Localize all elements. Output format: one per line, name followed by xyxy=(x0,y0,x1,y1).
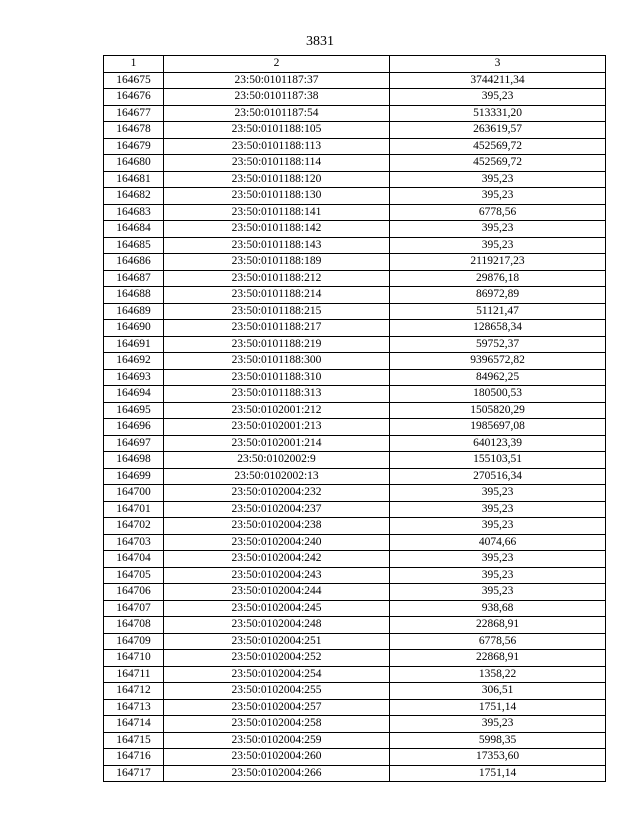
row-number-cell: 164698 xyxy=(104,452,164,469)
cadastral-number-cell: 23:50:0102004:245 xyxy=(164,600,390,617)
table-header xyxy=(104,56,606,73)
table-row xyxy=(104,386,606,403)
cadastral-number-cell: 23:50:0102004:244 xyxy=(164,584,390,601)
value-cell: 395,23 xyxy=(390,501,606,518)
cadastral-number-cell: 23:50:0102004:259 xyxy=(164,732,390,749)
row-number-cell: 164700 xyxy=(104,485,164,502)
cadastral-number-cell: 23:50:0102002:9 xyxy=(164,452,390,469)
value-cell: 4074,66 xyxy=(390,534,606,551)
row-number-cell: 164704 xyxy=(104,551,164,568)
cadastral-number-cell: 23:50:0102004:257 xyxy=(164,699,390,716)
row-number-cell: 164699 xyxy=(104,468,164,485)
cadastral-number-cell: 23:50:0102004:260 xyxy=(164,749,390,766)
row-number-cell: 164687 xyxy=(104,270,164,287)
cadastral-number-cell: 23:50:0102004:258 xyxy=(164,716,390,733)
table-row xyxy=(104,320,606,337)
cadastral-number-cell: 23:50:0102001:213 xyxy=(164,419,390,436)
table-row xyxy=(104,600,606,617)
row-number-cell: 164677 xyxy=(104,105,164,122)
row-number-cell: 164705 xyxy=(104,567,164,584)
row-number-cell: 164713 xyxy=(104,699,164,716)
value-cell: 395,23 xyxy=(390,551,606,568)
value-cell: 395,23 xyxy=(390,584,606,601)
table-row xyxy=(104,765,606,782)
row-number-cell: 164711 xyxy=(104,666,164,683)
table-row xyxy=(104,650,606,667)
row-number-cell: 164685 xyxy=(104,237,164,254)
value-cell: 22868,91 xyxy=(390,650,606,667)
table-row xyxy=(104,402,606,419)
row-number-cell: 164706 xyxy=(104,584,164,601)
table-row xyxy=(104,501,606,518)
table-row xyxy=(104,254,606,271)
table-row xyxy=(104,633,606,650)
table-row xyxy=(104,666,606,683)
value-cell: 2119217,23 xyxy=(390,254,606,271)
row-number-cell: 164684 xyxy=(104,221,164,238)
value-cell: 270516,34 xyxy=(390,468,606,485)
value-cell: 395,23 xyxy=(390,221,606,238)
table-row xyxy=(104,534,606,551)
table-row xyxy=(104,567,606,584)
column-header-3: 3 xyxy=(390,56,606,73)
row-number-cell: 164701 xyxy=(104,501,164,518)
cadastral-number-cell: 23:50:0102004:243 xyxy=(164,567,390,584)
row-number-cell: 164712 xyxy=(104,683,164,700)
row-number-cell: 164709 xyxy=(104,633,164,650)
table-row xyxy=(104,270,606,287)
cadastral-number-cell: 23:50:0101188:120 xyxy=(164,171,390,188)
value-cell: 452569,72 xyxy=(390,138,606,155)
table-row xyxy=(104,353,606,370)
row-number-cell: 164708 xyxy=(104,617,164,634)
cadastral-number-cell: 23:50:0101187:54 xyxy=(164,105,390,122)
value-cell: 395,23 xyxy=(390,171,606,188)
value-cell: 938,68 xyxy=(390,600,606,617)
value-cell: 1751,14 xyxy=(390,765,606,782)
cadastral-number-cell: 23:50:0102004:248 xyxy=(164,617,390,634)
table-row xyxy=(104,369,606,386)
value-cell: 395,23 xyxy=(390,237,606,254)
table-row xyxy=(104,188,606,205)
cadastral-number-cell: 23:50:0101187:37 xyxy=(164,72,390,89)
cadastral-number-cell: 23:50:0102004:251 xyxy=(164,633,390,650)
row-number-cell: 164692 xyxy=(104,353,164,370)
cadastral-number-cell: 23:50:0101188:300 xyxy=(164,353,390,370)
value-cell: 9396572,82 xyxy=(390,353,606,370)
page-number: 3831 xyxy=(306,34,334,49)
table-row xyxy=(104,237,606,254)
value-cell: 640123,39 xyxy=(390,435,606,452)
table-row xyxy=(104,171,606,188)
row-number-cell: 164682 xyxy=(104,188,164,205)
row-number-cell: 164691 xyxy=(104,336,164,353)
table-row xyxy=(104,716,606,733)
cadastral-number-cell: 23:50:0101188:212 xyxy=(164,270,390,287)
row-number-cell: 164678 xyxy=(104,122,164,139)
cadastral-number-cell: 23:50:0101188:219 xyxy=(164,336,390,353)
cadastral-number-cell: 23:50:0102004:240 xyxy=(164,534,390,551)
table-row xyxy=(104,419,606,436)
table-row xyxy=(104,683,606,700)
cadastral-number-cell: 23:50:0102004:266 xyxy=(164,765,390,782)
table-row xyxy=(104,155,606,172)
row-number-cell: 164693 xyxy=(104,369,164,386)
cadastral-number-cell: 23:50:0102002:13 xyxy=(164,468,390,485)
row-number-cell: 164683 xyxy=(104,204,164,221)
value-cell: 395,23 xyxy=(390,567,606,584)
table-row xyxy=(104,138,606,155)
table-row xyxy=(104,551,606,568)
value-cell: 6778,56 xyxy=(390,633,606,650)
cadastral-number-cell: 23:50:0101188:217 xyxy=(164,320,390,337)
header-row xyxy=(104,56,606,73)
row-number-cell: 164696 xyxy=(104,419,164,436)
cadastral-number-cell: 23:50:0101188:143 xyxy=(164,237,390,254)
row-number-cell: 164690 xyxy=(104,320,164,337)
value-cell: 395,23 xyxy=(390,188,606,205)
table-row xyxy=(104,89,606,106)
table-row xyxy=(104,617,606,634)
cadastral-number-cell: 23:50:0101188:215 xyxy=(164,303,390,320)
row-number-cell: 164681 xyxy=(104,171,164,188)
value-cell: 51121,47 xyxy=(390,303,606,320)
table-row xyxy=(104,749,606,766)
value-cell: 29876,18 xyxy=(390,270,606,287)
table-row xyxy=(104,221,606,238)
value-cell: 306,51 xyxy=(390,683,606,700)
table-row xyxy=(104,584,606,601)
table-row xyxy=(104,468,606,485)
table-row xyxy=(104,435,606,452)
value-cell: 86972,89 xyxy=(390,287,606,304)
cadastral-number-cell: 23:50:0101187:38 xyxy=(164,89,390,106)
cadastral-number-cell: 23:50:0102004:238 xyxy=(164,518,390,535)
row-number-cell: 164710 xyxy=(104,650,164,667)
value-cell: 84962,25 xyxy=(390,369,606,386)
table-row xyxy=(104,518,606,535)
row-number-cell: 164686 xyxy=(104,254,164,271)
row-number-cell: 164702 xyxy=(104,518,164,535)
cadastral-number-cell: 23:50:0101188:189 xyxy=(164,254,390,271)
table-row xyxy=(104,303,606,320)
table-row xyxy=(104,485,606,502)
row-number-cell: 164675 xyxy=(104,72,164,89)
cadastral-number-cell: 23:50:0102004:252 xyxy=(164,650,390,667)
value-cell: 1505820,29 xyxy=(390,402,606,419)
row-number-cell: 164716 xyxy=(104,749,164,766)
cadastral-number-cell: 23:50:0102004:254 xyxy=(164,666,390,683)
value-cell: 59752,37 xyxy=(390,336,606,353)
table-row xyxy=(104,732,606,749)
value-cell: 395,23 xyxy=(390,518,606,535)
row-number-cell: 164688 xyxy=(104,287,164,304)
cadastral-number-cell: 23:50:0101188:141 xyxy=(164,204,390,221)
table-row xyxy=(104,287,606,304)
table-row xyxy=(104,105,606,122)
row-number-cell: 164689 xyxy=(104,303,164,320)
value-cell: 513331,20 xyxy=(390,105,606,122)
value-cell: 17353,60 xyxy=(390,749,606,766)
column-header-1: 1 xyxy=(104,56,164,73)
value-cell: 395,23 xyxy=(390,716,606,733)
cadastral-number-cell: 23:50:0102004:232 xyxy=(164,485,390,502)
cadastral-number-cell: 23:50:0101188:105 xyxy=(164,122,390,139)
cadastral-number-cell: 23:50:0101188:114 xyxy=(164,155,390,172)
value-cell: 128658,34 xyxy=(390,320,606,337)
cadastral-number-cell: 23:50:0102004:242 xyxy=(164,551,390,568)
row-number-cell: 164694 xyxy=(104,386,164,403)
table-row xyxy=(104,699,606,716)
value-cell: 395,23 xyxy=(390,485,606,502)
value-cell: 6778,56 xyxy=(390,204,606,221)
cadastral-number-cell: 23:50:0102001:212 xyxy=(164,402,390,419)
value-cell: 5998,35 xyxy=(390,732,606,749)
row-number-cell: 164703 xyxy=(104,534,164,551)
data-table xyxy=(103,55,606,782)
cadastral-number-cell: 23:50:0101188:310 xyxy=(164,369,390,386)
row-number-cell: 164715 xyxy=(104,732,164,749)
cadastral-number-cell: 23:50:0102004:255 xyxy=(164,683,390,700)
value-cell: 263619,57 xyxy=(390,122,606,139)
cadastral-number-cell: 23:50:0101188:130 xyxy=(164,188,390,205)
row-number-cell: 164714 xyxy=(104,716,164,733)
table-body xyxy=(104,72,606,782)
value-cell: 180500,53 xyxy=(390,386,606,403)
cadastral-number-cell: 23:50:0102001:214 xyxy=(164,435,390,452)
cadastral-number-cell: 23:50:0102004:237 xyxy=(164,501,390,518)
row-number-cell: 164717 xyxy=(104,765,164,782)
cadastral-number-cell: 23:50:0101188:214 xyxy=(164,287,390,304)
value-cell: 1358,22 xyxy=(390,666,606,683)
cadastral-number-cell: 23:50:0101188:113 xyxy=(164,138,390,155)
table-row xyxy=(104,336,606,353)
row-number-cell: 164697 xyxy=(104,435,164,452)
cadastral-number-cell: 23:50:0101188:142 xyxy=(164,221,390,238)
table-row xyxy=(104,72,606,89)
row-number-cell: 164676 xyxy=(104,89,164,106)
table-row xyxy=(104,204,606,221)
row-number-cell: 164695 xyxy=(104,402,164,419)
row-number-cell: 164679 xyxy=(104,138,164,155)
value-cell: 395,23 xyxy=(390,89,606,106)
table-row xyxy=(104,452,606,469)
value-cell: 1985697,08 xyxy=(390,419,606,436)
row-number-cell: 164680 xyxy=(104,155,164,172)
value-cell: 3744211,34 xyxy=(390,72,606,89)
cadastral-number-cell: 23:50:0101188:313 xyxy=(164,386,390,403)
value-cell: 155103,51 xyxy=(390,452,606,469)
value-cell: 1751,14 xyxy=(390,699,606,716)
value-cell: 22868,91 xyxy=(390,617,606,634)
table-row xyxy=(104,122,606,139)
value-cell: 452569,72 xyxy=(390,155,606,172)
column-header-2: 2 xyxy=(164,56,390,73)
row-number-cell: 164707 xyxy=(104,600,164,617)
